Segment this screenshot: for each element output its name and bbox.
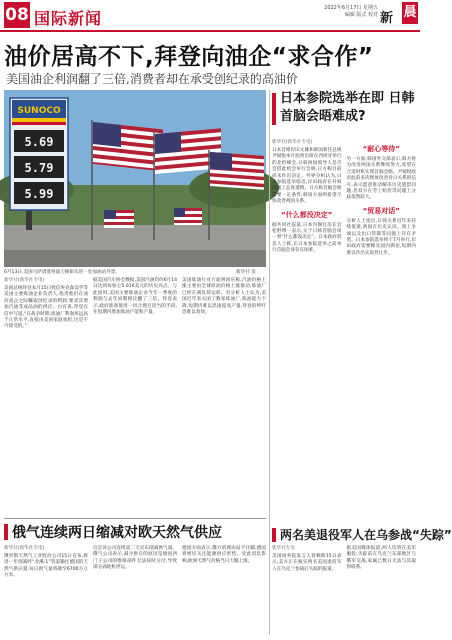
- logo-black-char: 新: [380, 11, 394, 26]
- masthead: [0, 0, 420, 32]
- oil-article-paragraph: 美国炼油行业方面则回应称,汽油价格上涨主要由全球原油价格上涨推动,炼油厂已经在满负荷运转。有分析人士认为,美国近年来关闭了数家炼油厂,炼油能力下降,短期内难以迅速提高产量,拜登的呼吁恐难以奏效。: [182, 278, 266, 316]
- japan-korea-subheader: “贸易对话”: [362, 206, 400, 215]
- main-subheadline: 美国油企利润翻了三倍,消费者却在承受创纪录的高油价: [6, 72, 298, 86]
- price-premium: 5.99: [24, 187, 54, 201]
- veterans-article-paragraph: 美国国务院发言人普赖斯15日表示,美方正在核实两名美国退役军人在乌克兰参战后失踪的报道。: [272, 554, 342, 572]
- veterans-article-headline: 两名美退役军人在乌参战“失踪”: [272, 526, 416, 543]
- japan-korea-paragraph: 分析人士指出,日韩关系近年来持续低迷,两国在历史认识、领土争端以及出口管制等问题上存在矛盾。日本参院选举将于7月举行,岸田政府需要顾及国内舆论,短期内难以作出实质性让步。: [346, 218, 416, 256]
- logo-red-char: 晨: [402, 2, 418, 24]
- veterans-article-paragraph: 据美国媒体报道,两人均曾在美军服役,失踪前在乌克兰东部地区与俄军交战,家属已数日无法与其取得联系。: [346, 546, 416, 571]
- publication-date: [318, 5, 378, 19]
- section-title: 国际新闻: [34, 9, 103, 28]
- japan-korea-subheader: “什么都没决定”: [281, 210, 333, 219]
- gas-article-headline: 俄气连续两日缩减对欧天然气供应: [4, 522, 266, 542]
- editor-line: 编辑 版式 校对: [344, 12, 378, 18]
- gas-article-paragraph: 这是该公司连续第二天宣布削减供气量。俄气公司表示,减少供应的原因是德国西门子公司的维修部件无法按时交付,导致部分涡轮机停运。: [93, 546, 177, 571]
- japan-korea-headline: 日本参院选举在即 日韩首脑会晤难成?: [272, 90, 416, 126]
- station-brand-text: SUNOCO: [17, 106, 61, 116]
- japan-korea-byline: 新华社(新华社专电): [272, 140, 313, 145]
- oil-article-paragraph: 据美国汽车协会数据,美国汽油均价6月14日达到每加仑5.016美元的历史高点。与此同时,美国主要炼油企业今年一季度的利润与去年同期相比翻了三倍。拜登表示,政府准备使用一切合理且适当的手段,在短期内增加炼油产能和产量。: [93, 278, 177, 316]
- oil-article-body: [4, 278, 266, 516]
- veterans-article-body: [272, 546, 416, 636]
- date-line: 2022年6月17日 星期五: [324, 5, 378, 11]
- veterans-article-byline: 新华社专电: [272, 546, 295, 551]
- gas-station-photo: [4, 90, 266, 267]
- japan-korea-paragraph: 另一方面,韩国外交部表示,韩方将为改善两国关系继续努力,希望在合适时机实现首脑会晤。尹锡悦政府此前多次释放改善对日关系的信号,表示愿意推动解决历史遗留问题,但双方在劳工赔偿等问题上分歧依然较大。: [346, 157, 416, 201]
- newspaper-logo: [380, 2, 418, 28]
- japan-korea-article-body: [272, 140, 416, 522]
- japan-korea-paragraph: 据共同社报道,日本内阁官房长官松野博一表示,关于日韩首脑会谈一事“什么都没决定”。日本政府消息人士称,在日本参院选举之前举行首脑会谈存在困难。: [272, 222, 342, 254]
- japan-korea-subheader: “耐心等待”: [362, 145, 400, 153]
- gas-station-illustration: [4, 90, 266, 267]
- oil-article-byline: 新华社(新华社专电): [4, 278, 45, 283]
- price-regular: 5.69: [24, 135, 54, 149]
- gas-article-byline: 新华社(新华社专电): [4, 546, 45, 551]
- photo-credit: 新华社 发: [236, 270, 256, 275]
- japan-korea-paragraph: 日本首相岸田文雄和韩国新任总统尹锡悦本月底将出席在西班牙举行的北约峰会,日韩两国领导人是否会借此机会举行会晤,日方称目前尚未作出决定。外界分析认为,日本参院选举临近,岸田政府在对韩问题上态度谨慎。日方称首脑会晤需要一定条件,韩国方面则希望尽快改善两国关系。: [272, 148, 342, 205]
- main-headline: 油价居高不下,拜登向油企“求合作”: [4, 44, 374, 70]
- price-plus: 5.79: [24, 161, 54, 175]
- gas-article-paragraph: 德国方面表示,俄方的理由站不住脚,德国将密切关注能源供应形势。受此消息影响,欧洲天然气价格当日大幅上涨。: [182, 546, 266, 564]
- gas-article-paragraph: 俄罗斯天然气工业股份公司15日宣布,将进一步削减经“北溪-1”管道输往德国的天然气供应量,每日供气量将降至6700万立方米。: [4, 554, 88, 579]
- section-divider: [4, 518, 266, 519]
- photo-caption: 6月13日,美国马萨诸塞州波士顿街头的一处加油站外景。: [4, 270, 120, 275]
- gas-article-body: [4, 546, 266, 636]
- column-divider: [269, 90, 270, 635]
- japan-korea-article-header: [272, 90, 416, 126]
- page-number: 08: [4, 2, 30, 28]
- oil-article-paragraph: 美国总统拜登本月15日致信埃克森美孚等美国主要炼油企业负责人,指责他们在油价高企之际赚取创纪录的利润,要求其增加汽油等成品油的供应。白宫说,拜登在信中写道,“在战争时期,炼油厂利润率远高于正常水平,直接由美国家庭承担,这是不可接受的。”: [4, 286, 88, 330]
